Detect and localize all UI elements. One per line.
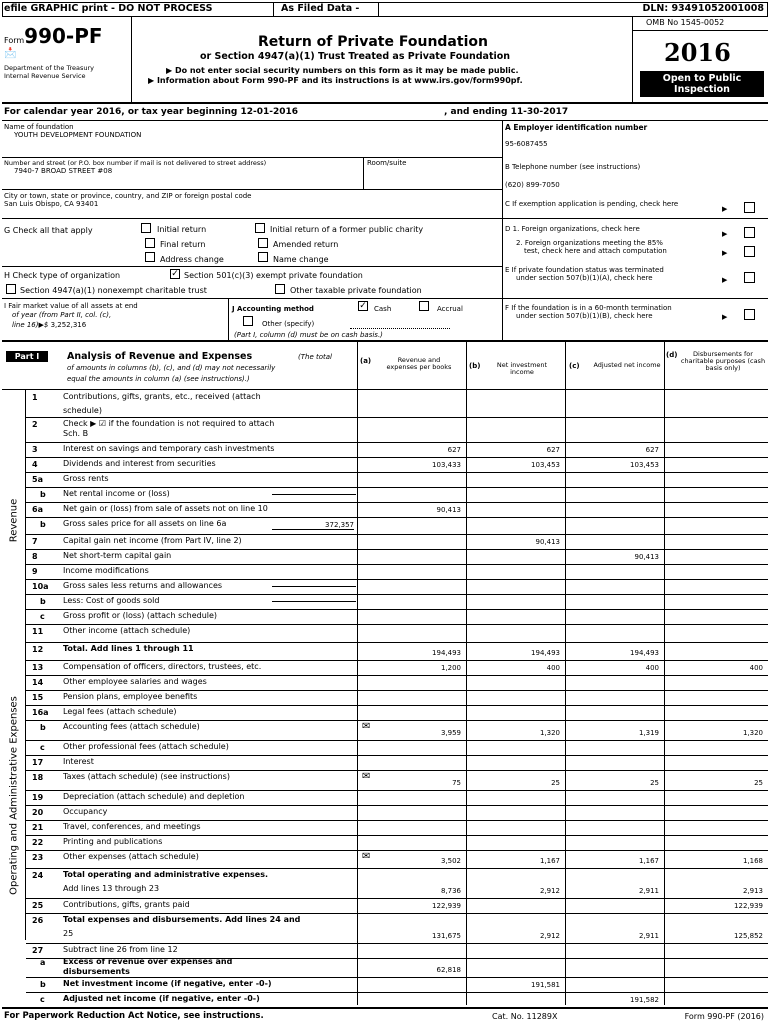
table-row	[0, 755, 770, 770]
dept-line1: Department of the Treasury	[4, 64, 95, 72]
table-row	[0, 442, 770, 457]
cell-a: 75	[452, 779, 461, 787]
arrow-icon: ▶	[722, 276, 728, 284]
line-number: 10a	[32, 582, 49, 591]
table-row	[0, 868, 770, 898]
cell-b: 1,167	[539, 857, 560, 865]
table-row	[0, 690, 770, 705]
cell-d: 25	[754, 779, 763, 787]
table-row	[0, 517, 770, 534]
table-row	[0, 740, 770, 755]
termination-60-checkbox[interactable]	[744, 309, 755, 320]
address-change-label: Address change	[160, 255, 224, 264]
line-number: 3	[32, 445, 38, 454]
foreign-85-checkbox[interactable]	[744, 246, 755, 257]
form-prefix: Form	[4, 36, 25, 45]
line-number: 27	[32, 946, 44, 955]
line-number: 11	[32, 627, 44, 636]
line-description: Dividends and interest from securities	[63, 459, 216, 468]
line-number: 9	[32, 567, 38, 576]
cash-label: Cash	[374, 305, 392, 313]
4947-checkbox[interactable]	[6, 284, 16, 294]
fmv-value: 3,252,316	[50, 321, 87, 329]
line-number: 7	[32, 537, 38, 546]
cell-b: 2,912	[539, 887, 560, 895]
line-number: 22	[32, 838, 44, 847]
other-method-checkbox[interactable]	[243, 316, 253, 326]
amended-return-checkbox[interactable]	[258, 238, 268, 248]
line-description: Check ▶ ☑ if the foundation is not required to attach	[63, 419, 275, 428]
cell-c: 400	[645, 664, 659, 672]
line-number: 24	[32, 871, 44, 880]
cell-a: 103,433	[432, 461, 461, 469]
table-row	[0, 955, 770, 977]
open-line2: Inspection	[674, 84, 730, 95]
table-row	[0, 770, 770, 790]
cell-b: 1,320	[539, 729, 560, 737]
arrow-icon: ▶	[722, 230, 728, 238]
city-label: City or town, state or province, country, and ZIP or foreign postal code	[4, 192, 252, 200]
table-row	[0, 675, 770, 690]
initial-return-checkbox[interactable]	[141, 223, 151, 233]
initial-return-label: Initial return	[157, 225, 207, 234]
name-change-checkbox[interactable]	[258, 252, 268, 262]
cell-c: 194,493	[630, 649, 659, 657]
dept-line2: Internal Revenue Service	[4, 72, 86, 80]
accrual-label: Accrual	[437, 305, 463, 313]
line-description-cont: 25	[63, 929, 74, 938]
omb-number: OMB No 1545-0052	[646, 18, 725, 27]
room-label: Room/suite	[367, 159, 407, 167]
phone-value: (620) 899-7050	[505, 181, 560, 189]
line-description-cont: schedule)	[63, 406, 102, 415]
attachment-icon[interactable]: ✉	[362, 721, 371, 732]
line-number: c	[40, 743, 45, 752]
expenses-label: Operating and Administrative Expenses	[8, 696, 20, 895]
table-row	[0, 898, 770, 913]
line-description: Accounting fees (attach schedule)	[63, 722, 200, 731]
table-row	[0, 502, 770, 517]
part1-desc-3: equal the amounts in column (a) (see instructions).)	[67, 375, 250, 383]
line-description: Net rental income or (loss)	[63, 489, 170, 498]
table-row	[0, 790, 770, 805]
inline-entry-box[interactable]	[272, 494, 356, 495]
line-description: Gross profit or (loss) (attach schedule)	[63, 611, 218, 620]
line-number: 15	[32, 693, 44, 702]
line-number: 8	[32, 552, 38, 561]
foundation-name: YOUTH DEVELOPMENT FOUNDATION	[14, 131, 142, 139]
line-number: 17	[32, 758, 44, 767]
line-number: 20	[32, 808, 44, 817]
termination-60-label-1: F If the foundation is in a 60-month termination	[505, 304, 672, 312]
table-row	[0, 609, 770, 624]
line-description: Total operating and administrative expenses.	[63, 870, 268, 879]
line-description: Subtract line 26 from line 12	[63, 945, 178, 954]
line-number: 25	[32, 901, 44, 910]
footer-notice: For Paperwork Reduction Act Notice, see instructions.	[4, 1011, 264, 1021]
table-row	[0, 472, 770, 487]
dln: DLN: 93491052001008	[642, 3, 764, 14]
line-number: 16a	[32, 708, 49, 717]
line-description-cont: disbursements	[63, 967, 130, 976]
phone-label: B Telephone number (see instructions)	[505, 163, 641, 171]
attachment-icon[interactable]: ✉	[362, 771, 371, 782]
initial-former-checkbox[interactable]	[255, 223, 265, 233]
line-description: Interest	[63, 757, 94, 766]
fmv-label-2: of year (from Part II, col. (c),	[12, 311, 112, 319]
ein-label: A Employer identification number	[505, 123, 648, 132]
line-description: Net short-term capital gain	[63, 551, 172, 560]
line-description: Total expenses and disbursements. Add lines 24 and	[63, 915, 301, 924]
city-address: San Luis Obispo, CA 93401	[4, 200, 99, 208]
form-number: 990-PF	[24, 24, 103, 48]
part1-desc-2: of amounts in columns (b), (c), and (d) may not necessarily	[67, 364, 276, 372]
table-row	[0, 805, 770, 820]
col-c-tag: (c)	[569, 362, 580, 370]
terminated-checkbox[interactable]	[744, 272, 755, 283]
street-address: 7940-7 BROAD STREET #08	[14, 167, 113, 175]
cell-b: 90,413	[535, 538, 560, 546]
termination-60-label-2: under section 507(b)(1)(B), check here	[516, 312, 653, 320]
line-description: Capital gain net income (from Part IV, line 2)	[63, 536, 242, 545]
table-row	[0, 835, 770, 850]
line-number: b	[40, 490, 46, 499]
line-description: Pension plans, employee benefits	[63, 692, 198, 701]
final-return-label: Final return	[160, 240, 206, 249]
cell-c: 191,582	[630, 996, 659, 1004]
line-number: 6a	[32, 505, 43, 514]
cell-a: 3,502	[440, 857, 461, 865]
cell-c: 627	[645, 446, 659, 454]
line-number: c	[40, 612, 45, 621]
line-description-cont: Add lines 13 through 23	[63, 884, 160, 893]
cell-d: 2,913	[742, 887, 763, 895]
cash-checkbox[interactable]: ✓	[359, 301, 367, 311]
foreign-org-label: D 1. Foreign organizations, check here	[505, 225, 640, 233]
amended-return-label: Amended return	[273, 240, 339, 249]
line-description: Gross rents	[63, 474, 109, 483]
calendar-year: For calendar year 2016, or tax year beginning 12-01-2016	[4, 107, 299, 117]
line-description: Legal fees (attach schedule)	[63, 707, 177, 716]
fmv-line16: line 16)▶$	[12, 321, 49, 329]
cell-d: 125,852	[734, 932, 763, 940]
line-description-cont: Sch. B	[63, 429, 89, 438]
ein-value: 95-6087455	[505, 140, 548, 148]
other-taxable-label: Other taxable private foundation	[290, 286, 422, 295]
table-row	[0, 660, 770, 675]
cell-c: 2,911	[638, 887, 659, 895]
line-description: Printing and publications	[63, 837, 163, 846]
501c3-checkbox[interactable]: ✓	[171, 269, 179, 279]
cell-b: 25	[551, 779, 560, 787]
cell-b: 627	[546, 446, 560, 454]
line-description: Other expenses (attach schedule)	[63, 852, 199, 861]
efile-label: efile GRAPHIC print - DO NOT PROCESS	[4, 3, 213, 14]
line-description: Less: Cost of goods sold	[63, 596, 160, 605]
exemption-pending-checkbox[interactable]	[744, 202, 755, 213]
line-number: b	[40, 723, 46, 732]
initial-former-label: Initial return of a former public charity	[270, 225, 424, 234]
col-a-tag: (a)	[360, 357, 372, 365]
line-number: 14	[32, 678, 44, 687]
line-number: 5a	[32, 475, 43, 484]
cell-d: 400	[749, 664, 763, 672]
form-title: Return of Private Foundation	[258, 34, 488, 50]
line-description: Gross sales price for all assets on line 6a	[63, 519, 227, 528]
part1-title: Analysis of Revenue and Expenses	[67, 351, 253, 362]
cell-b: 2,912	[539, 932, 560, 940]
line-description: Other professional fees (attach schedule)	[63, 742, 229, 751]
col-c-header: Adjusted net income	[593, 361, 661, 369]
501c3-label: Section 501(c)(3) exempt private foundation	[184, 271, 363, 280]
table-row	[0, 624, 770, 642]
line-description: Total. Add lines 1 through 11	[63, 644, 194, 653]
cell-a: 194,493	[432, 649, 461, 657]
ssn-note: ▶ Do not enter social security numbers on this form as it may be made public.	[166, 66, 519, 75]
arrow-icon: ▶	[722, 249, 728, 257]
col-d-tag: (d)	[666, 351, 678, 359]
open-inspection-badge	[640, 71, 764, 97]
cell-c: 2,911	[638, 932, 659, 940]
exemption-pending-label: C If exemption application is pending, check here	[505, 200, 679, 208]
cell-a: 131,675	[432, 932, 461, 940]
filed-label: As Filed Data -	[281, 3, 360, 14]
line-number: a	[40, 958, 46, 967]
table-row	[0, 549, 770, 564]
line-description: Net investment income (if negative, enter -0-)	[63, 979, 272, 988]
cell-d: 1,320	[742, 729, 763, 737]
cash-basis-note: (Part I, column (d) must be on cash basis.)	[234, 331, 383, 339]
arrow-icon: ▶	[722, 313, 728, 321]
calendar-ending: , and ending 11-30-2017	[444, 107, 569, 117]
revenue-label: Revenue	[8, 498, 20, 543]
line-number: 26	[32, 916, 44, 925]
cell-d: 122,939	[734, 902, 763, 910]
line-description: Compensation of officers, directors, trustees, etc.	[63, 662, 262, 671]
line-description: Net gain or (loss) from sale of assets not on line 10	[63, 504, 268, 513]
cell-a: 62,818	[436, 966, 461, 974]
line-description: Excess of revenue over expenses and	[63, 957, 233, 966]
line-description: Other employee salaries and wages	[63, 677, 207, 686]
line-number: 23	[32, 853, 44, 862]
cell-a: 90,413	[436, 506, 461, 514]
arrow-icon: ▶	[722, 205, 728, 213]
street-label: Number and street (or P.O. box number if mail is not delivered to street address)	[4, 159, 267, 167]
terminated-label-1: E If private foundation status was terminated	[505, 266, 664, 274]
line-description: Adjusted net income (if negative, enter -0-)	[63, 994, 260, 1003]
table-row	[0, 720, 770, 740]
line-description: Depreciation (attach schedule) and depletion	[63, 792, 245, 801]
cell-b: 400	[546, 664, 560, 672]
accounting-label: J Accounting method	[232, 305, 314, 313]
terminated-label-2: under section 507(b)(1)(A), check here	[516, 274, 653, 282]
table-row	[0, 977, 770, 992]
cell-b: 194,493	[531, 649, 560, 657]
table-row	[0, 642, 770, 660]
cell-c: 90,413	[634, 553, 659, 561]
form-subtitle: or Section 4947(a)(1) Trust Treated as Private Foundation	[200, 51, 511, 62]
inline-entry-box[interactable]	[272, 601, 356, 602]
accrual-checkbox[interactable]	[419, 301, 429, 311]
line-description: Income modifications	[63, 566, 149, 575]
line-description: Gross sales less returns and allowances	[63, 581, 223, 590]
foreign-85-label-2: test, check here and attach computation	[524, 247, 667, 255]
line-number: 18	[32, 773, 44, 782]
fmv-label-1: I Fair market value of all assets at end	[4, 302, 138, 310]
fmv-label-3	[12, 321, 86, 329]
line-description: Taxes (attach schedule) (see instructions)	[63, 772, 230, 781]
cell-a: 8,736	[440, 887, 461, 895]
cell-d: 1,168	[742, 857, 763, 865]
table-row	[0, 850, 770, 868]
cell-a: 627	[447, 446, 461, 454]
col-d-header: Disbursements for charitable purposes (cash basis only)	[680, 350, 766, 372]
cell-a: 1,200	[440, 664, 461, 672]
cell-a: 122,939	[432, 902, 461, 910]
foreign-org-checkbox[interactable]	[744, 227, 755, 238]
line-description: Other income (attach schedule)	[63, 626, 191, 635]
line-description: Interest on savings and temporary cash investments	[63, 444, 275, 453]
h-label: H Check type of organization	[4, 271, 121, 280]
table-row	[0, 992, 770, 1007]
line-number: c	[40, 995, 45, 1004]
cell-c: 1,167	[638, 857, 659, 865]
line-description: Occupancy	[63, 807, 108, 816]
table-row	[0, 579, 770, 594]
foreign-85-label-1: 2. Foreign organizations meeting the 85%	[516, 239, 663, 247]
form-icon: 📩	[4, 48, 17, 59]
cell-c: 25	[650, 779, 659, 787]
line-number: b	[40, 980, 46, 989]
footer-cat: Cat. No. 11289X	[492, 1012, 558, 1021]
table-row	[0, 913, 770, 943]
table-row	[0, 705, 770, 720]
table-row	[0, 457, 770, 472]
line-description: Travel, conferences, and meetings	[63, 822, 201, 831]
footer-form: Form 990-PF (2016)	[684, 1012, 764, 1021]
open-line1: Open to Public	[662, 73, 742, 84]
inline-entry-box[interactable]	[272, 586, 356, 587]
line-number: 1	[32, 393, 38, 402]
line-number: b	[40, 597, 46, 606]
line-description: Contributions, gifts, grants paid	[63, 900, 190, 909]
other-taxable-checkbox[interactable]	[275, 284, 285, 294]
g-label: G Check all that apply	[4, 226, 93, 235]
inline-value: 372,357	[272, 521, 354, 530]
cell-b: 103,453	[531, 461, 560, 469]
form-number-block	[4, 24, 103, 48]
cell-c: 1,319	[638, 729, 659, 737]
line-number: 12	[32, 645, 44, 654]
cell-a: 3,959	[440, 729, 461, 737]
col-b-tag: (b)	[469, 362, 481, 370]
4947-label: Section 4947(a)(1) nonexempt charitable trust	[20, 286, 207, 295]
info-note: ▶ Information about Form 990-PF and its instructions is at www.irs.gov/form990pf.	[148, 76, 523, 85]
part1-tag: Part I	[6, 351, 48, 362]
table-row	[0, 487, 770, 502]
table-row	[0, 594, 770, 609]
line-description: Contributions, gifts, grants, etc., received (attach	[63, 392, 261, 401]
table-row	[0, 820, 770, 835]
col-a-header: Revenue and expenses per books	[386, 356, 452, 371]
cell-b: 191,581	[531, 981, 560, 989]
tax-year: 2016	[664, 38, 731, 67]
part1-desc-1: (The total	[298, 353, 332, 361]
line-number: 19	[32, 793, 44, 802]
cell-c: 103,453	[630, 461, 659, 469]
line-number: 4	[32, 460, 38, 469]
table-row	[0, 390, 770, 417]
line-number: 13	[32, 663, 44, 672]
attachment-icon[interactable]: ✉	[362, 851, 371, 862]
table-row	[0, 534, 770, 549]
other-method-label: Other (specify)	[262, 320, 315, 328]
final-return-checkbox[interactable]	[145, 238, 155, 248]
name-label: Name of foundation	[4, 123, 74, 131]
col-b-header: Net investment income	[496, 361, 548, 376]
table-row	[0, 564, 770, 579]
address-change-checkbox[interactable]	[145, 252, 155, 262]
name-change-label: Name change	[273, 255, 329, 264]
line-number: 21	[32, 823, 44, 832]
table-row	[0, 417, 770, 442]
line-number: b	[40, 520, 46, 529]
line-number: 2	[32, 420, 38, 429]
